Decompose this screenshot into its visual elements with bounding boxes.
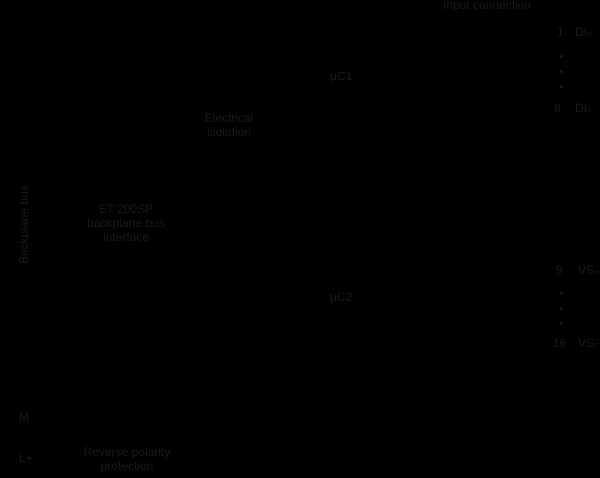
- m-terminal-label: M: [19, 410, 29, 424]
- terminal-16-label: VS₇: [578, 336, 599, 350]
- ellipsis-dot: [560, 307, 563, 310]
- ellipsis-dot: [560, 55, 563, 58]
- bus-interface-line3: interface: [102, 230, 150, 244]
- ellipsis-dot: [560, 70, 563, 73]
- ellipsis-dot: [560, 292, 563, 295]
- terminal-9-label: VS₀: [578, 263, 599, 277]
- terminal-8-number: 8: [554, 101, 561, 115]
- bus-interface-line2: backplane bus: [87, 216, 165, 230]
- terminal-1-label: DI₀: [575, 25, 592, 39]
- isolation-block: [192, 111, 266, 139]
- ellipsis-dot: [560, 322, 563, 325]
- isolation-line2: isolation: [206, 125, 252, 139]
- terminal-16-number: 16: [553, 336, 567, 350]
- uc2-label: µC2: [330, 290, 353, 304]
- terminal-1-number: 1: [557, 25, 564, 39]
- uc1-label: µC1: [330, 69, 353, 83]
- backplane-bus-label: Backplane bus: [17, 185, 31, 264]
- isolation-line1: Electrical: [204, 111, 254, 125]
- reverse-polarity-block: [74, 445, 180, 473]
- input-connection-label: Input connection: [443, 0, 532, 12]
- reverse-polarity-line1: Reverse polarity: [83, 445, 171, 459]
- terminal-8-label: DI₇: [575, 101, 592, 115]
- bus-interface-line1: ET 200SP: [98, 202, 154, 216]
- ellipsis-dot: [560, 85, 563, 88]
- terminal-9-number: 9: [556, 263, 563, 277]
- reverse-polarity-line2: protection: [100, 459, 154, 473]
- bus-interface-block: [78, 202, 174, 244]
- lplus-terminal-label: L+: [19, 451, 33, 465]
